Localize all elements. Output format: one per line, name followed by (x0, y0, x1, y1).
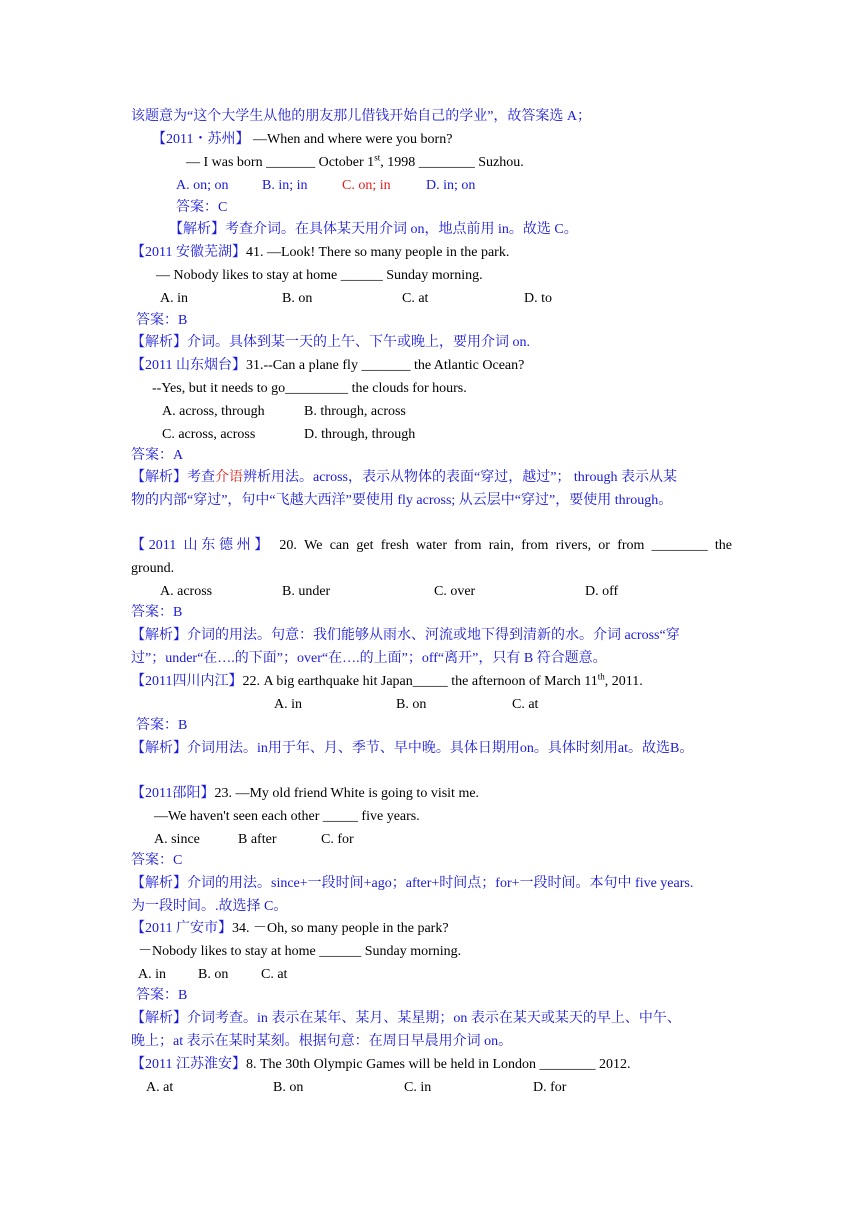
q5-tag: 【2011四川内江】 (131, 674, 243, 689)
q6-analysis-line1: 【解析】介词的用法。since+一段时间+ago；after+时间点；for+一段时间。本句中 five years. (131, 876, 694, 891)
q2-answer: 答案：B (136, 313, 188, 328)
q4-analysis-line1: 【解析】介词的用法。句意：我们能够从雨水、河流或地下得到清新的水。介词 across“穿 (131, 628, 680, 643)
q4-analysis-line2: 过”；under“在….的下面”；over“在….的上面”；off“离开”，只有 B 符合题意。 (131, 651, 607, 666)
q1-option-b: B. in; in (262, 178, 308, 193)
q6-question (131, 785, 479, 802)
q6-option-b: B after (238, 832, 277, 847)
q7-text: 34. －Oh, so many people in the park? (231, 921, 449, 936)
q1-tag: 【2011・苏州】 (152, 132, 250, 147)
q1-option-d: D. in; on (426, 178, 476, 193)
q1-question (152, 131, 452, 148)
q4-option-c: C. over (434, 584, 476, 599)
q4-option-d: D. off (585, 584, 619, 599)
q5-option-b: B. on (396, 697, 427, 712)
q4-text: 20. We can get fresh water from rain, from rivers, or from ________ the (279, 538, 733, 553)
q3-option-d: D. through, through (304, 427, 416, 442)
q5-q-sup: th (597, 671, 605, 682)
q4-option-b: B. under (282, 584, 331, 599)
q6-answer: 答案：C (131, 853, 183, 868)
q5-option-a: A. in (274, 697, 302, 712)
q7-analysis-line1: 【解析】介词考查。in 表示在某年、某月、某星期；on 表示在某天或某天的早上、中午、 (131, 1011, 681, 1026)
q3-analysis-line2: 物的内部“穿过”，句中“飞越大西洋”要使用 fly across; 从云层中“穿过”，要使用 through。 (131, 493, 673, 508)
q8-option-d: D. for (533, 1080, 567, 1095)
q1-text: —When and where were you born? (249, 132, 453, 147)
q3-option-b: B. through, across (304, 404, 406, 419)
q1-a-pre: — I was born _______ October 1 (186, 155, 375, 170)
q3-option-c: C. across, across (162, 427, 256, 442)
q3-tag: 【2011 山东烟台】 (131, 358, 246, 373)
q3-line: --Yes, but it needs to go_________ the clouds for hours. (152, 381, 467, 396)
intro-line: 该题意为“这个大学生从他的朋友那儿借钱开始自己的学业”，故答案选 A； (131, 109, 592, 124)
q4-option-a: A. across (160, 584, 213, 599)
q7-analysis-line2: 晚上；at 表示在某时某刻。根据句意：在周日早晨用介词 on。 (131, 1034, 513, 1049)
q6-analysis-line2: 为一段时间。.故选择 C。 (131, 899, 288, 914)
q2-option-a: A. in (160, 291, 188, 306)
q8-question (131, 1056, 631, 1073)
q6-text: 23. —My old friend White is going to visit me. (214, 786, 480, 801)
q8-option-b: B. on (273, 1080, 304, 1095)
q2-text: 41. —Look! There so many people in the park. (245, 245, 510, 260)
q3-answer: 答案：A (131, 448, 184, 463)
q4-question-line2: ground. (131, 561, 175, 576)
q1-option-c: C. on; in (342, 178, 391, 193)
q7-tag: 【2011 广安市】 (131, 921, 232, 936)
q3-text: 31.--Can a plane fly _______ the Atlantic Ocean? (245, 358, 525, 373)
q2-option-d: D. to (524, 291, 552, 306)
q1-analysis: 【解析】考查介词。在具体某天用介词 on，地点前用 in。故选 C。 (169, 222, 578, 237)
q7-question (131, 920, 449, 937)
q3-question (131, 357, 524, 374)
q5-analysis: 【解析】介词用法。in用于年、月、季节、早中晚。具体日期用on。具体时刻用at。故选B。 (131, 741, 694, 756)
q5-q-post: , 2011. (604, 674, 643, 689)
q4-tag: 【2011 山东德州】 (131, 538, 273, 553)
q8-option-c: C. in (404, 1080, 432, 1095)
q2-question (131, 244, 509, 261)
q6-line: —We haven't seen each other _____ five years. (154, 809, 420, 824)
q7-option-b: B. on (198, 967, 229, 982)
q7-answer: 答案：B (136, 988, 188, 1003)
q2-analysis: 【解析】介词。具体到某一天的上午、下午或晚上，要用介词 on. (131, 335, 530, 350)
q6-tag: 【2011邵阳】 (131, 786, 215, 801)
q1-answer-line (186, 154, 524, 171)
q6-option-a: A. since (154, 832, 200, 847)
q2-option-c: C. at (402, 291, 429, 306)
q8-text: 8. The 30th Olympic Games will be held in London ________ 2012. (245, 1057, 631, 1072)
q1-a-post: , 1998 ________ Suzhou. (380, 155, 524, 170)
q7-option-c: C. at (261, 967, 288, 982)
q2-tag: 【2011 安徽芜湖】 (131, 245, 246, 260)
q3-an-post: 辨析用法。across，表示从物体的表面“穿过，越过”； through 表示从某 (243, 470, 677, 485)
q7-line: －Nobody likes to stay at home ______ Sunday morning. (138, 944, 462, 959)
q5-question (131, 673, 643, 690)
q7-option-a: A. in (138, 967, 166, 982)
q5-option-c: C. at (512, 697, 539, 712)
q2-option-b: B. on (282, 291, 313, 306)
q4-answer: 答案：B (131, 605, 183, 620)
q2-line: — Nobody likes to stay at home ______ Sunday morning. (156, 268, 483, 283)
q5-q-pre: 22. A big earthquake hit Japan_____ the afternoon of March 11 (242, 674, 598, 689)
q1-option-a: A. on; on (176, 178, 229, 193)
q4-question-line1 (131, 537, 732, 554)
q3-option-a: A. across, through (162, 404, 265, 419)
q3-analysis-line1 (131, 469, 677, 486)
q6-option-c: C. for (321, 832, 354, 847)
q5-answer: 答案：B (136, 718, 188, 733)
q1-a-sup: st (374, 152, 381, 163)
q8-option-a: A. at (146, 1080, 174, 1095)
q8-tag: 【2011 江苏淮安】 (131, 1057, 246, 1072)
q3-an-pre: 【解析】考查 (131, 470, 215, 485)
q3-an-red: 介语 (215, 470, 243, 485)
q1-answer: 答案：C (176, 200, 228, 215)
